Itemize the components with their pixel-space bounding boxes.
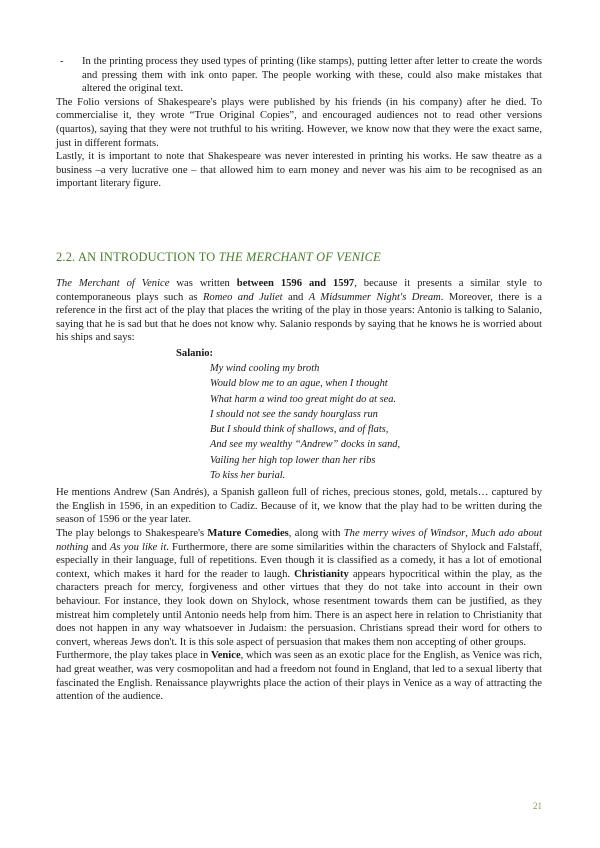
speaker-name: Salanio: (176, 347, 214, 359)
bullet-marker: - (60, 56, 64, 67)
verse-line: I should not see the sandy hourglass run (210, 408, 378, 420)
verse-line: Would blow me to an ague, when I thought (210, 378, 388, 390)
paragraph-comedies (56, 527, 542, 649)
text-run: The play belongs to Shakespeare's (56, 528, 208, 540)
verse-line: And see my wealthy “Andrew” docks in sand, (210, 439, 401, 451)
emphasis-christianity: Christianity (294, 568, 349, 580)
emphasis-mature-comedies: Mature Comedies (207, 528, 289, 540)
play-title: The merry wives of Windsor (343, 528, 466, 540)
paragraph-andrew: He mentions Andrew (San Andrés), a Spanish galleon full of riches, precious stones, gold, metals… captured by the English in 1596, in an expedition to Cadiz. Because of it, we know that the play had to be written during the season of 1596 or the year later. (56, 487, 542, 526)
section-number: 2.2. (56, 249, 76, 264)
text-run: Furthermore, the play takes place in (56, 650, 212, 662)
play-title: A Midsummer Night's Dream (308, 291, 441, 303)
section-heading-title: THE MERCHANT OF VENICE (218, 249, 381, 264)
page-number: 21 (533, 801, 542, 811)
play-title: The Merchant of Venice (56, 277, 170, 289)
paragraph-intro (56, 277, 542, 345)
text-run: , because it presents a similar style to contemporaneous plays such as (56, 277, 543, 303)
verse-lines (210, 361, 542, 483)
verse-line: What harm a wind too great might do at sea. (210, 393, 397, 405)
bullet-text: In the printing process they used types of printing (like stamps), putting letter after letter to create the words and pressing them with ink onto paper. The people working with these, could also make mistakes that altered the original text. (82, 56, 542, 95)
document-body (56, 55, 542, 704)
verse-line: But I should think of shallows, and of flats, (210, 424, 389, 436)
paragraph-lastly: Lastly, it is important to note that Shakespeare was never interested in printing his works. He saw theatre as a business –a very lucrative one – that allowed him to earn money and never was his aim to be recognised as an important literary figure. (56, 151, 542, 190)
verse-line: To kiss her burial. (210, 469, 286, 481)
text-run: . Moreover, there is a reference in the first act of the play that places the writing of the play in those years: Antonio is talking to Salanio, saying that he is sad but that he does not know why. Salanio responds by saying that he knows he is worried about his ships and says: (56, 291, 542, 344)
play-title: Much ado about nothing (56, 528, 543, 553)
text-run: , which was seen as an exotic place for the English, as Venice was rich, had great weather, was very cosmopolitan and had a freedom not found in England, that led to a sexual liberty that fascinated the English. Renaissance playwrights place the action of their plays in Venice as a way of attracting the attention of the audience. (56, 650, 542, 703)
date-range: between 1596 and 1597 (236, 277, 355, 289)
verse-line: Vailing her high top lower than her ribs (210, 454, 376, 466)
text-run: , (465, 528, 472, 540)
text-run: , along with (288, 528, 344, 540)
verse-quote (176, 347, 542, 483)
play-title: As you like it (109, 541, 167, 553)
section-heading (56, 249, 542, 265)
text-run: and (88, 541, 110, 553)
text-run: was written (169, 277, 237, 289)
paragraph-venice (56, 649, 542, 703)
text-run: . Furthermore, there are some similarities within the characters of Shylock and Falstaff, especially in their language, full of repetitions. Even though it is classified as a comedy, it has a lot of emotional context, which makes it hard for the reader to laugh. (56, 541, 543, 580)
play-title: Romeo and Juliet (202, 291, 283, 303)
text-run: and (282, 291, 309, 303)
text-run: appears hypocritical within the play, as the characters preach for mercy, forgiveness and other virtues that they do not take into account in their own behaviour. For instance, they look down on Shylock, whose resentment towards them can be justified, as they mistreat him completely until Antonio needs help from him. There is an aspect here in relation to Christianity that does not happen in any way whatsoever in Judaism: the persuasion. Christians spread their word for others to convert, whereas Jews don't. It is this sole aspect of persuasion that makes them non accepting of other groups. (56, 568, 543, 648)
verse-line: My wind cooling my broth (210, 362, 320, 374)
bullet-item (56, 55, 542, 96)
section-heading-prefix: AN INTRODUCTION TO (78, 249, 216, 264)
paragraph-folio: The Folio versions of Shakespeare's plays were published by his friends (in his company) after he died. To commercialise it, they wrote “True Original Copies”, and encouraged audiences not to read other versions (quartos), saying that they were not truthful to his writing. However, we know now that they were the exact same, just in different formats. (56, 96, 542, 149)
emphasis-venice: Venice (211, 650, 241, 662)
